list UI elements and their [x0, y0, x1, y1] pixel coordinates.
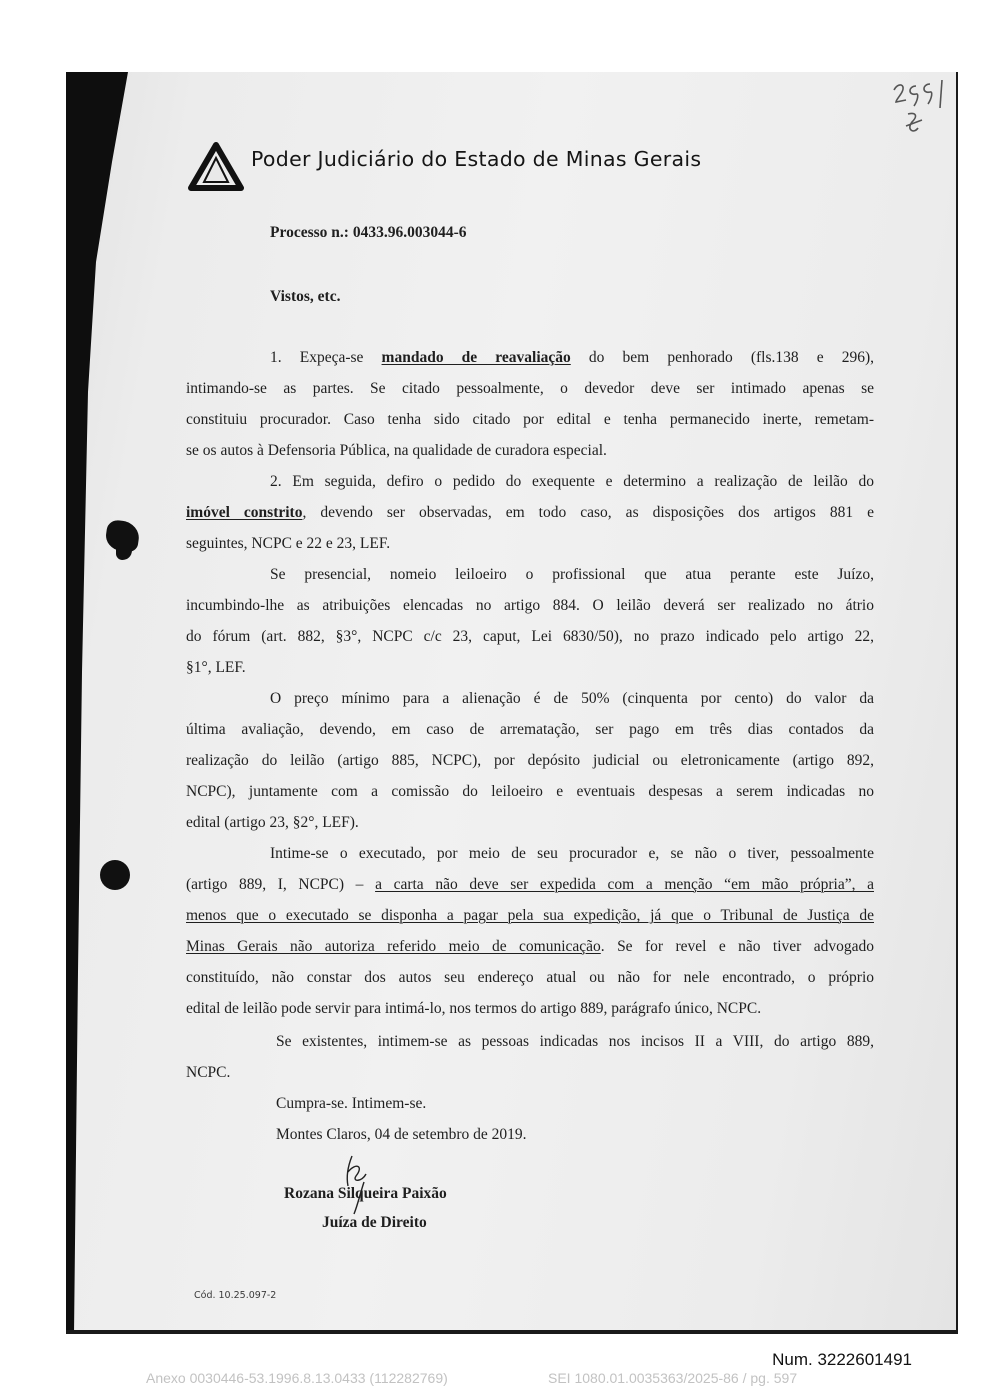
p6-line-2: NCPC.	[186, 1064, 231, 1081]
p1-underlined: mandado de reavaliação	[381, 349, 571, 366]
p4-line-2: última avaliação, devendo, em caso de arrematação, ser pago em três dias contados da	[186, 721, 874, 738]
p5-line-1: Intime-se o executado, por meio de seu procurador e, se não o tiver, pessoalmente	[270, 845, 874, 862]
p4-line-3: realização do leilão (artigo 885, NCPC), por depósito judicial ou eletronicamente (artigo 892,	[186, 752, 874, 769]
p5-underlined: a carta não deve ser expedida com a menção “em mão própria”, a	[375, 876, 874, 893]
p2-line-3: seguintes, NCPC e 22 e 23, LEF.	[186, 535, 391, 552]
p4-line-5: edital (artigo 23, §2°, LEF).	[186, 814, 359, 831]
place-date: Montes Claros, 04 de setembro de 2019.	[276, 1126, 527, 1143]
p3-line-4: §1°, LEF.	[186, 659, 246, 676]
p2-line-2	[186, 503, 874, 523]
p5-line-6: edital de leilão pode servir para intimá-lo, nos termos do artigo 889, parágrafo único, NCPC.	[186, 1000, 762, 1017]
cumpra-line: Cumpra-se. Intimem-se.	[276, 1095, 427, 1112]
p1-line-1	[186, 348, 874, 368]
signer-name: Rozana Silqueira Paixão	[284, 1185, 447, 1202]
processo-number: 0433.96.003044-6	[352, 224, 467, 241]
scan-edge-shadow	[66, 72, 136, 1334]
p1-line-2: intimando-se as partes. Se citado pessoalmente, o devedor deve ser intimado apenas se	[186, 380, 874, 397]
handwritten-page-number	[888, 78, 948, 148]
p5-line-3: menos que o executado se disponha a pagar pela sua expedição, já que o Tribunal de Justiça de	[186, 907, 874, 924]
court-header: Poder Judiciário do Estado de Minas Gerais	[251, 147, 702, 171]
anexo-reference: Anexo 0030446-53.1996.8.13.0433 (112282769)	[146, 1370, 448, 1386]
p3-line-3: do fórum (art. 882, §3°, NCPC c/c 23, caput, Lei 6830/50), no prazo indicado pelo artigo 22,	[186, 628, 874, 645]
processo-line	[270, 223, 466, 243]
vistos-heading: Vistos, etc.	[270, 288, 341, 305]
p3-line-1: Se presencial, nomeio leiloeiro o profissional que atua perante este Juízo,	[270, 566, 874, 583]
form-code: Cód. 10.25.097-2	[194, 1290, 277, 1301]
document-number: Num. 3222601491	[772, 1350, 912, 1369]
p3-line-2: incumbindo-lhe as atribuições elencadas no artigo 884. O leilão deverá ser realizado no átrio	[186, 597, 874, 614]
p2-line-1: 2. Em seguida, defiro o pedido do exequente e determino a realização de leilão do	[270, 473, 874, 490]
punch-hole	[100, 860, 130, 890]
p1-line-4: se os autos à Defensoria Pública, na qualidade de curadora especial.	[186, 442, 607, 459]
p4-line-4: NCPC), juntamente com a comissão do leiloeiro e eventuais despesas a serem indicadas no	[186, 783, 874, 800]
signer-title: Juíza de Direito	[322, 1214, 427, 1231]
p4-line-1: O preço mínimo para a alienação é de 50% (cinquenta por cento) do valor da	[270, 690, 874, 707]
p6-line-1: Se existentes, intimem-se as pessoas indicadas nos incisos II a VIII, do artigo 889,	[276, 1033, 874, 1050]
p2-underlined: imóvel constrito	[186, 504, 303, 521]
p1-line-3: constituiu procurador. Caso tenha sido citado por edital e tenha permanecido inerte, remetam-	[186, 411, 874, 428]
p1-text: 1. Expeça-se	[270, 349, 364, 366]
sei-reference: SEI 1080.01.0035363/2025-86 / pg. 597	[548, 1370, 798, 1386]
processo-label: Processo n.:	[270, 224, 349, 241]
p5-line-5: constituído, não constar dos autos seu endereço atual ou não for nele encontrado, o próprio	[186, 969, 874, 986]
p5-underlined: Minas Gerais não autoriza referido meio de comunicação	[186, 938, 601, 955]
court-triangle-logo	[188, 142, 244, 192]
scanned-page	[66, 72, 958, 1334]
p5-line-4	[186, 937, 874, 957]
p5-text: (artigo 889, I, NCPC) –	[186, 876, 364, 893]
p5-text: . Se for revel e não tiver advogado	[600, 938, 874, 955]
p5-line-2	[186, 875, 874, 895]
p1-text: do bem penhorado (fls.138 e 296),	[588, 349, 875, 366]
p2-text: , devendo ser observadas, em todo caso, as disposições dos artigos 881 e	[302, 504, 874, 521]
